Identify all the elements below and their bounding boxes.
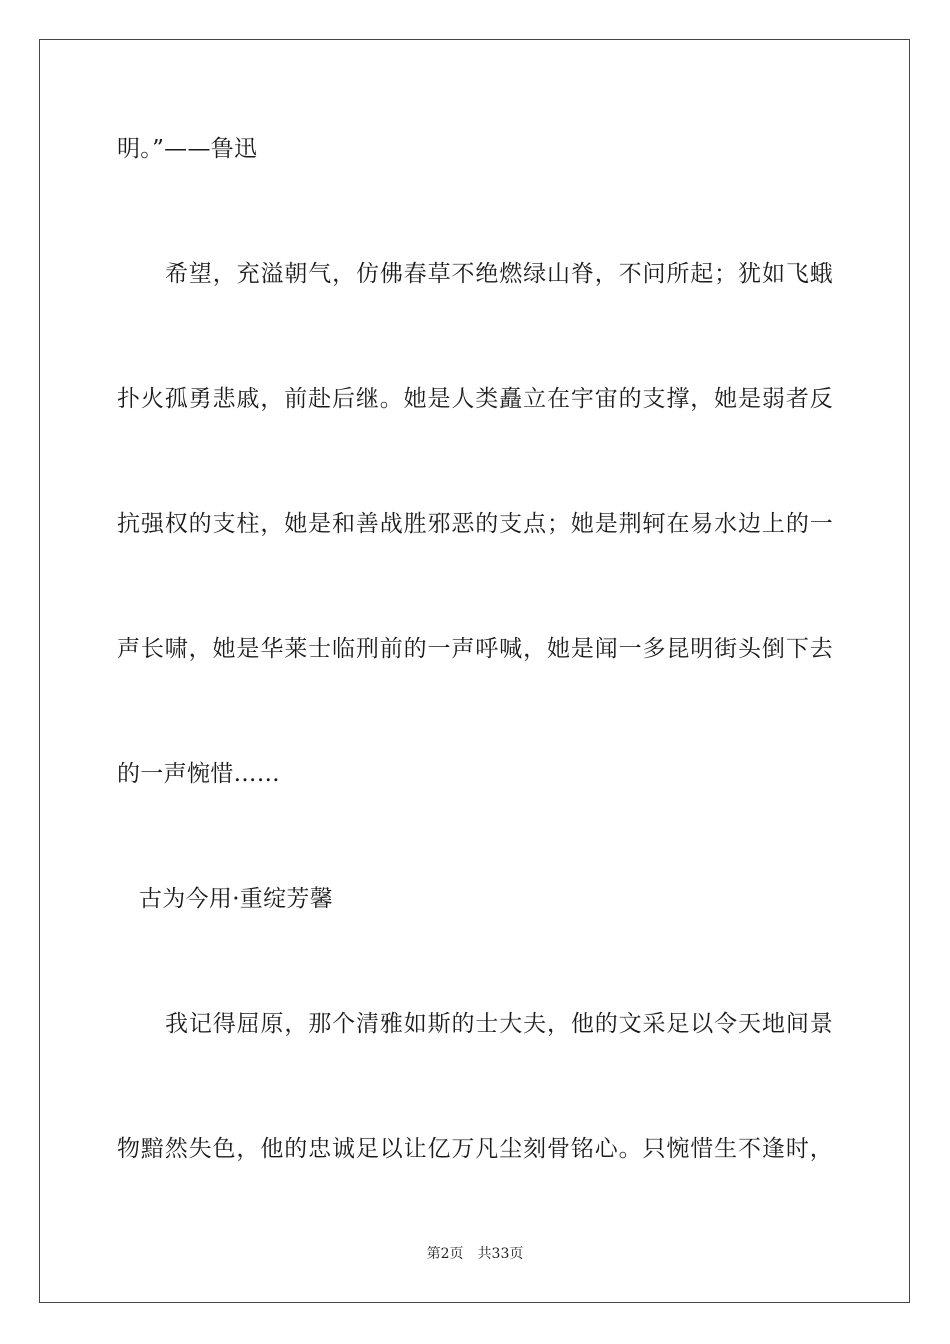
text-line-1: 明。”——鲁迅 [117, 136, 258, 162]
page-border [39, 39, 910, 1303]
page-total: 共33页 [477, 1246, 524, 1262]
page-footer [0, 1245, 950, 1263]
paragraph-hope-line-5: 的一声惋惜…… [117, 761, 281, 787]
paragraph-hope-line-3: 抗强权的支柱，她是和善战胜邪恶的支点；她是荆轲在易水边上的一 [117, 511, 833, 537]
section-heading: 古为今用·重绽芳馨 [139, 886, 334, 912]
paragraph-quyuan-line-1: 我记得屈原，那个清雅如斯的士大夫，他的文采足以令天地间景 [165, 1011, 833, 1037]
page-number: 第2页 [426, 1246, 464, 1262]
paragraph-hope-line-2: 扑火孤勇悲戚，前赴后继。她是人类矗立在宇宙的支撑，她是弱者反 [117, 386, 833, 412]
paragraph-hope-line-1: 希望，充溢朝气，仿佛春草不绝燃绿山脊，不问所起；犹如飞蛾 [165, 261, 833, 287]
paragraph-hope-line-4: 声长啸，她是华莱士临刑前的一声呼喊，她是闻一多昆明街头倒下去 [117, 636, 833, 662]
paragraph-quyuan-line-2: 物黯然失色，他的忠诚足以让亿万凡尘刻骨铭心。只惋惜生不逢时， [117, 1136, 833, 1162]
